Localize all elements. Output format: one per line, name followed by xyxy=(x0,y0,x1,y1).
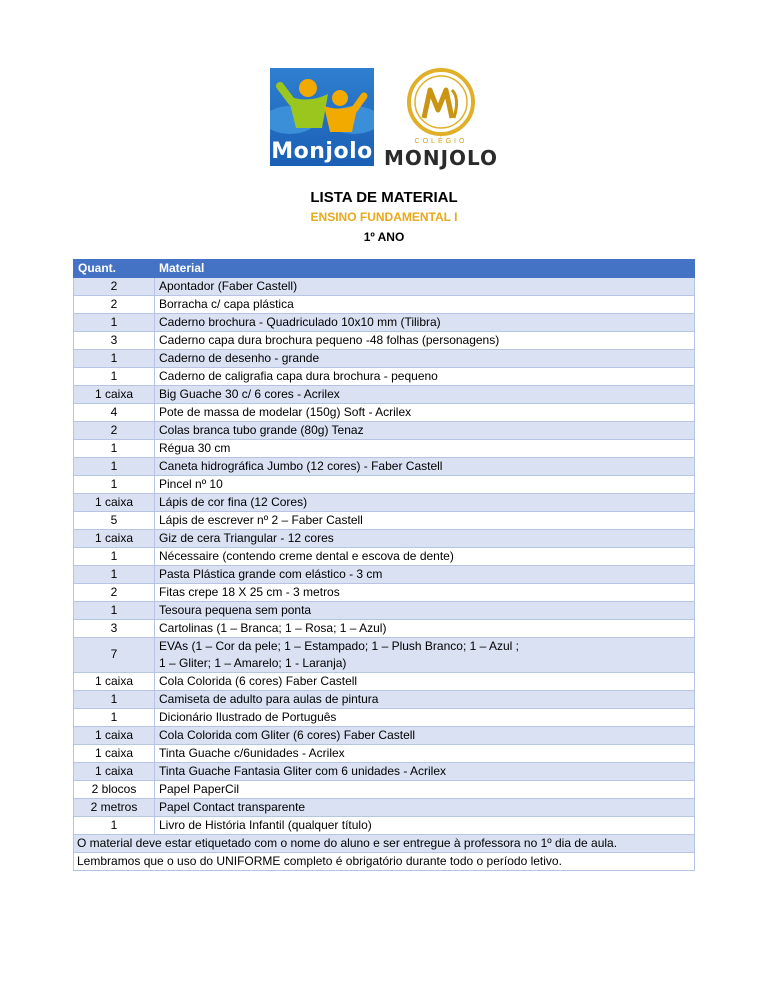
qty-cell: 2 xyxy=(74,296,155,314)
table-row xyxy=(74,672,695,690)
table-row xyxy=(74,422,695,440)
table-row xyxy=(74,296,695,314)
grade-label: 1º ANO xyxy=(363,230,405,244)
note-text: Lembramos que o uso do UNIFORME completo é obrigatório durante todo o período letivo. xyxy=(74,852,695,870)
material-cell: Lápis de cor fina (12 Cores) xyxy=(155,494,695,512)
material-cell: Livro de História Infantil (qualquer título) xyxy=(155,816,695,834)
table-row xyxy=(74,816,695,834)
material-cell: Caderno de desenho - grande xyxy=(155,350,695,368)
material-cell: Big Guache 30 c/ 6 cores - Acrilex xyxy=(155,386,695,404)
left-logo-text: Monjolo xyxy=(271,139,373,164)
material-cell: Giz de cera Triangular - 12 cores xyxy=(155,530,695,548)
material-cell: Tinta Guache Fantasia Gliter com 6 unidades - Acrilex xyxy=(155,762,695,780)
table-row xyxy=(74,314,695,332)
qty-cell: 1 caixa xyxy=(74,386,155,404)
table-row xyxy=(74,798,695,816)
material-cell: Caneta hidrográfica Jumbo (12 cores) - Faber Castell xyxy=(155,458,695,476)
emblem-m-icon xyxy=(382,64,500,140)
qty-cell: 2 xyxy=(74,584,155,602)
material-cell: Caderno de caligrafia capa dura brochura - pequeno xyxy=(155,368,695,386)
material-table xyxy=(73,259,695,871)
table-row xyxy=(74,512,695,530)
table-row xyxy=(74,368,695,386)
qty-cell: 1 xyxy=(74,476,155,494)
qty-cell: 1 caixa xyxy=(74,744,155,762)
table-row xyxy=(74,386,695,404)
qty-cell: 2 xyxy=(74,278,155,296)
table-row xyxy=(74,278,695,296)
material-cell: Cartolinas (1 – Branca; 1 – Rosa; 1 – Azul) xyxy=(155,620,695,638)
qty-cell: 2 blocos xyxy=(74,780,155,798)
material-cell: Dicionário Ilustrado de Português xyxy=(155,708,695,726)
qty-cell: 1 caixa xyxy=(74,672,155,690)
material-cell: Caderno capa dura brochura pequeno -48 folhas (personagens) xyxy=(155,332,695,350)
qty-cell: 1 caixa xyxy=(74,494,155,512)
material-cell: Pasta Plástica grande com elástico - 3 cm xyxy=(155,566,695,584)
qty-cell: 1 xyxy=(74,440,155,458)
qty-cell: 1 caixa xyxy=(74,762,155,780)
qty-cell: 1 xyxy=(74,350,155,368)
note-text: O material deve estar etiquetado com o nome do aluno e ser entregue à professora no 1º dia de aula. xyxy=(74,834,695,852)
material-cell: Caderno brochura - Quadriculado 10x10 mm (Tilibra) xyxy=(155,314,695,332)
colegio-monjolo-logo xyxy=(382,64,500,168)
children-figures-icon xyxy=(270,68,374,140)
qty-cell: 2 xyxy=(74,422,155,440)
qty-cell: 1 xyxy=(74,458,155,476)
table-row xyxy=(74,726,695,744)
material-cell: Cola Colorida (6 cores) Faber Castell xyxy=(155,672,695,690)
material-cell: Tesoura pequena sem ponta xyxy=(155,602,695,620)
table-row xyxy=(74,548,695,566)
qty-cell: 2 metros xyxy=(74,798,155,816)
qty-cell: 1 xyxy=(74,708,155,726)
table-row xyxy=(74,762,695,780)
table-row xyxy=(74,744,695,762)
qty-cell: 1 xyxy=(74,690,155,708)
material-cell: Papel PaperCil xyxy=(155,780,695,798)
table-row xyxy=(74,602,695,620)
material-cell: Lápis de escrever nº 2 – Faber Castell xyxy=(155,512,695,530)
table-row xyxy=(74,566,695,584)
table-row xyxy=(74,620,695,638)
qty-cell: 5 xyxy=(74,512,155,530)
colegio-label: COLÉGIO xyxy=(414,138,468,145)
material-cell xyxy=(155,638,695,673)
material-cell: Camiseta de adulto para aulas de pintura xyxy=(155,690,695,708)
material-cell: Papel Contact transparente xyxy=(155,798,695,816)
qty-cell: 1 caixa xyxy=(74,726,155,744)
right-logo-text: MONJOLO xyxy=(383,146,499,170)
table-row xyxy=(74,476,695,494)
qty-cell: 3 xyxy=(74,332,155,350)
table-row xyxy=(74,332,695,350)
material-cell: Fitas crepe 18 X 25 cm - 3 metros xyxy=(155,584,695,602)
table-row xyxy=(74,350,695,368)
qty-header: Quant. xyxy=(74,260,155,278)
qty-cell: 1 xyxy=(74,816,155,834)
table-row xyxy=(74,440,695,458)
qty-cell: 7 xyxy=(74,638,155,673)
table-row xyxy=(74,708,695,726)
material-cell: Nécessaire (contendo creme dental e escova de dente) xyxy=(155,548,695,566)
qty-cell: 4 xyxy=(74,404,155,422)
qty-cell: 1 xyxy=(74,566,155,584)
table-row xyxy=(74,780,695,798)
material-cell: Borracha c/ capa plástica xyxy=(155,296,695,314)
material-cell: Régua 30 cm xyxy=(155,440,695,458)
table-row xyxy=(74,494,695,512)
table-row xyxy=(74,584,695,602)
table-body xyxy=(74,278,695,871)
material-cell: Cola Colorida com Gliter (6 cores) Faber Castell xyxy=(155,726,695,744)
note-row xyxy=(74,852,695,870)
qty-cell: 1 xyxy=(74,314,155,332)
material-cell: Apontador (Faber Castell) xyxy=(155,278,695,296)
table-row xyxy=(74,690,695,708)
table-header-row xyxy=(74,260,695,278)
table-row xyxy=(74,638,695,673)
material-cell: Pincel nº 10 xyxy=(155,476,695,494)
table-row xyxy=(74,458,695,476)
note-row xyxy=(74,834,695,852)
material-cell: Colas branca tubo grande (80g) Tenaz xyxy=(155,422,695,440)
qty-cell: 1 xyxy=(74,368,155,386)
material-cell: Pote de massa de modelar (150g) Soft - Acrilex xyxy=(155,404,695,422)
material-line: 1 – Gliter; 1 – Amarelo; 1 - Laranja) xyxy=(159,655,347,670)
material-line: EVAs (1 – Cor da pele; 1 – Estampado; 1 – Plush Branco; 1 – Azul ; xyxy=(159,639,519,653)
qty-cell: 1 xyxy=(74,548,155,566)
qty-cell: 1 xyxy=(74,602,155,620)
qty-cell: 3 xyxy=(74,620,155,638)
table-row xyxy=(74,530,695,548)
qty-cell: 1 caixa xyxy=(74,530,155,548)
page-title: LISTA DE MATERIAL xyxy=(310,189,458,206)
titles xyxy=(0,188,768,245)
monjolo-logo-left xyxy=(270,68,374,166)
logos xyxy=(270,64,500,168)
material-cell: Tinta Guache c/6unidades - Acrilex xyxy=(155,744,695,762)
page-subtitle: ENSINO FUNDAMENTAL I xyxy=(310,210,458,224)
material-header: Material xyxy=(155,260,695,278)
table-row xyxy=(74,404,695,422)
